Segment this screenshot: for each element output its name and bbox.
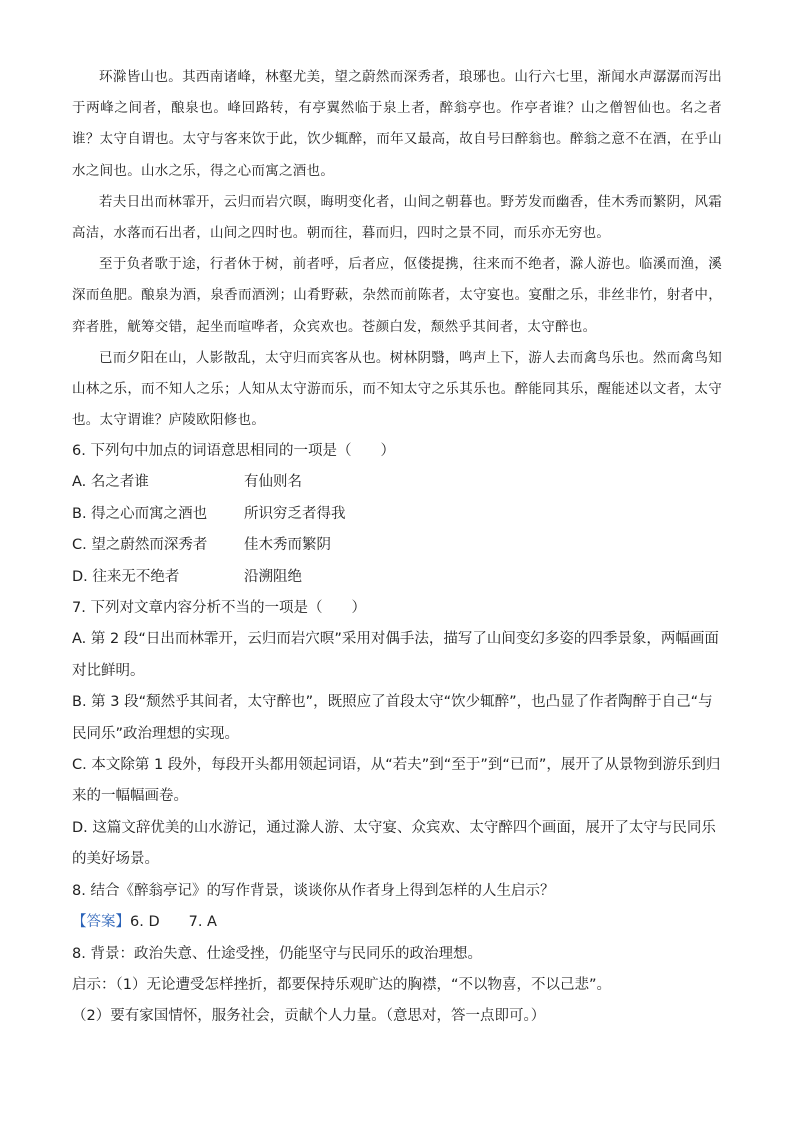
- question-8-stem: 8. 结合《醉翁亭记》的写作背景，谈谈你从作者身上得到怎样的人生启示？: [72, 882, 555, 899]
- answer-line-3: 启示：（1）无论遭受怎样挫折，都要保持乐观旷达的胸襟，“不以物喜，不以己悲”。: [72, 976, 611, 993]
- passage-paragraph-2: 若夫日出而林霏开，云归而岩穴暝，晦明变化者，山间之朝暮也。野芳发而幽香，佳木秀而繁阴，风霜高洁，水落而石出者，山间之四时也。朝而往，暮而归，四时之景不同，而乐亦无穷也。: [72, 193, 722, 242]
- option-sentence-left: D. 往来无不绝者: [72, 568, 180, 585]
- classical-text-passage: [72, 62, 722, 436]
- option-sentence-left: A. 名之者谁: [72, 474, 149, 491]
- answer-line-4: （2）要有家国情怀，服务社会，贡献个人力量。（意思对，答一点即可。）: [72, 1008, 546, 1025]
- option-sentence-left: C. 望之蔚然而深秀者: [72, 537, 208, 554]
- question-6-option-b: [72, 499, 722, 530]
- question-7-option-c: C. 本文除第 1 段外，每段开头都用领起词语，从“若夫”到“至于”到“已而”，展开了从景物到游乐到归来的一幅幅画卷。: [72, 757, 721, 805]
- answer-tag: 【答案】: [72, 914, 130, 931]
- option-sentence-right: 沿溯阻绝: [244, 568, 302, 585]
- question-7-option-b: B. 第 3 段“颓然乎其间者，太守醉也”，既照应了首段太守“饮少辄醉”，也凸显了作者陶醉于自己“与民同乐”政治理想的实现。: [72, 694, 713, 742]
- question-6-option-c: [72, 530, 722, 561]
- option-sentence-left: B. 得之心而寓之酒也: [72, 505, 208, 522]
- passage-paragraph-1: 环滁皆山也。其西南诸峰，林壑尤美，望之蔚然而深秀者，琅琊也。山行六七里，渐闻水声潺潺而泻出于两峰之间者，酿泉也。峰回路转，有亭翼然临于泉上者，醉翁亭也。作亭者谁？山之僧智仙也。名之者谁？太守自谓也。太守与客来饮于此，饮少辄醉，而年又最高，故自号曰醉翁也。醉翁之意不在酒，在乎山水之间也。山水之乐，得之心而寓之酒也。: [72, 69, 722, 179]
- answer-choices: 6. D 7. A: [130, 914, 217, 931]
- question-7-option-d: D. 这篇文辞优美的山水游记，通过滁人游、太守宴、众宾欢、太守醉四个画面，展开了太守与民同乐的美好场景。: [72, 819, 716, 868]
- question-6-option-a: [72, 467, 722, 498]
- answer-line-1: [72, 907, 722, 938]
- answer-line-2: 8. 背景：政治失意、仕途受挫，仍能坚守与民同乐的政治理想。: [72, 945, 482, 962]
- question-6-stem: 6. 下列句中加点的词语意思相同的一项是（ ）: [72, 443, 395, 459]
- passage-paragraph-4: 已而夕阳在山，人影散乱，太守归而宾客从也。树林阴翳，鸣声上下，游人去而禽鸟乐也。然而禽鸟知山林之乐，而不知人之乐；人知从太守游而乐，而不知太守之乐其乐也。醉能同其乐，醒能述以文者，太守也。太守谓谁？庐陵欧阳修也。: [72, 349, 722, 429]
- option-sentence-right: 佳木秀而繁阴: [244, 537, 331, 554]
- answer-section: [72, 907, 722, 1033]
- questions-section: [72, 436, 722, 1033]
- option-sentence-right: 有仙则名: [244, 474, 302, 491]
- option-sentence-right: 所识穷乏者得我: [244, 505, 346, 522]
- passage-paragraph-3: 至于负者歌于途，行者休于树，前者呼，后者应，伛偻提携，往来而不绝者，滁人游也。临溪而渔，溪深而鱼肥。酿泉为酒，泉香而酒洌；山肴野蔌，杂然而前陈者，太守宴也。宴酣之乐，非丝非竹，射者中，弈者胜，觥筹交错，起坐而喧哗者，众宾欢也。苍颜白发，颓然乎其间者，太守醉也。: [72, 256, 722, 335]
- question-6-option-d: [72, 562, 722, 593]
- question-7-option-a: A. 第 2 段“日出而林霏开，云归而岩穴暝”采用对偶手法，描写了山间变幻多姿的四季景象，两幅画面对比鲜明。: [72, 631, 719, 679]
- question-7-stem: 7. 下列对文章内容分析不当的一项是（ ）: [72, 600, 366, 617]
